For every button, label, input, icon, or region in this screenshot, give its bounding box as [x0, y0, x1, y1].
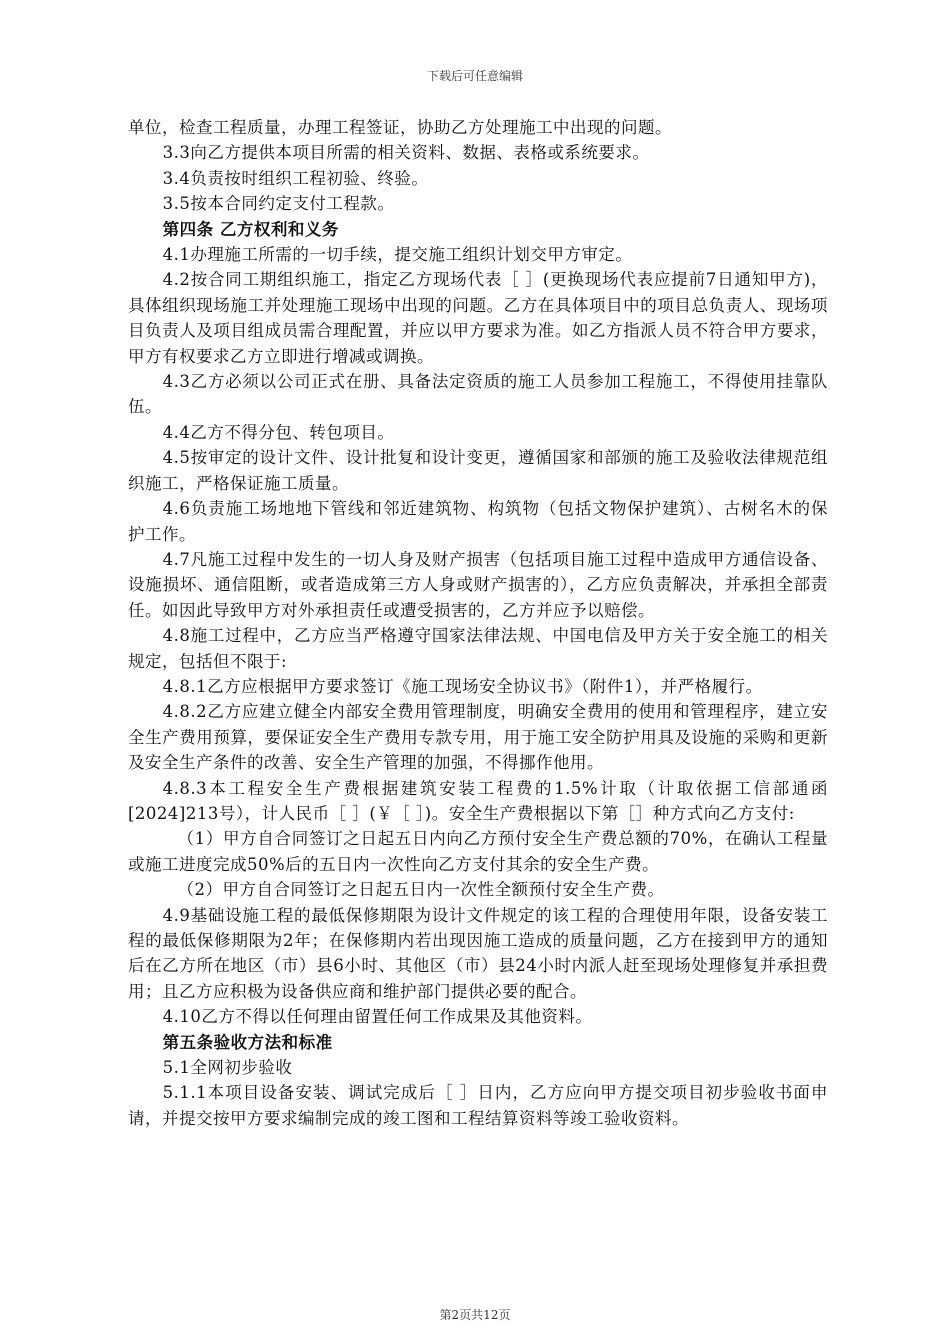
page-footer: 第2页共12页	[439, 1308, 511, 1322]
paragraph: 4.4乙方不得分包、转包项目。	[162, 422, 395, 442]
paragraph: 单位，检查工程质量，办理工程签证，协助乙方处理施工中出现的问题。	[128, 118, 672, 137]
paragraph: 5.1.1本项目设备安装、调试完成后［ ］日内，乙方应向甲方提交项目初步验收书面申请，并提交按甲方要求编制完成的竣工图和工程结算资料等竣工验收资料。	[128, 1083, 828, 1128]
paragraph: 3.4负责按时组织工程初验、终验。	[162, 168, 429, 188]
paragraph: 4.3乙方必须以公司正式在册、具备法定资质的施工人员参加工程施工，不得使用挂靠队伍。	[128, 372, 828, 417]
paragraph: 4.8.3本工程安全生产费根据建筑安装工程费的1.5%计取（计取依据工信部通函[2024]213号），计人民币［ ］(￥［ ］)。安全生产费根据以下第［］种方式向乙方支付:	[128, 778, 828, 823]
section-heading: 第五条验收方法和标准	[162, 1032, 333, 1052]
paragraph: （1）甲方自合同签订之日起五日内向乙方预付安全生产费总额的70%，在确认工程量或施工进度完成50%后的五日内一次性向乙方支付其余的安全生产费。	[128, 829, 828, 874]
paragraph: 3.5按本合同约定支付工程款。	[162, 194, 395, 214]
paragraph: 4.8施工过程中，乙方应当严格遵守国家法律法规、中国电信及甲方关于安全施工的相关规定，包括但不限于:	[128, 626, 828, 671]
document-body	[128, 115, 828, 1131]
paragraph: （2）甲方自合同签订之日起五日内一次性全额预付安全生产费。	[177, 880, 665, 900]
paragraph: 4.8.1乙方应根据甲方要求签订《施工现场安全协议书》（附件1），并严格履行。	[162, 676, 763, 696]
section-heading: 第四条 乙方权利和义务	[162, 219, 339, 239]
page-header: 下载后可任意编辑	[426, 69, 523, 83]
paragraph: 4.6负责施工场地地下管线和邻近建筑物、构筑物（包括文物保护建筑）、古树名木的保护工作。	[128, 499, 828, 544]
paragraph: 3.3向乙方提供本项目所需的相关资料、数据、表格或系统要求。	[162, 143, 650, 163]
paragraph: 4.2按合同工期组织施工，指定乙方现场代表［ ］(更换现场代表应提前7日通知甲方)，具体组织现场施工并处理施工现场中出现的问题。乙方在具体项目中的项目总负责人、现场项目负责人及项目组成员需合理配置，并应以甲方要求为准。如乙方指派人员不符合甲方要求，甲方有权要求乙方立即进行增减或调换。	[128, 270, 828, 366]
paragraph: 5.1全网初步验收	[162, 1058, 293, 1078]
paragraph: 4.7凡施工过程中发生的一切人身及财产损害（包括项目施工过程中造成甲方通信设备、设施损坏、通信阻断，或者造成第三方人身或财产损害的），乙方应负责解决，并承担全部责任。如因此导致甲方对外承担责任或遭受损害的，乙方并应予以赔偿。	[128, 549, 828, 620]
paragraph: 4.9基础设施工程的最低保修期限为设计文件规定的该工程的合理使用年限，设备安装工程的最低保修期限为2年；在保修期内若出现因施工造成的质量问题，乙方在接到甲方的通知后在乙方所在地区（市）县6小时、其他区（市）县24小时内派人赶至现场处理修复并承担费用；且乙方应积极为设备供应商和维护部门提供必要的配合。	[128, 905, 828, 1001]
paragraph: 4.1办理施工所需的一切手续，提交施工组织计划交甲方审定。	[162, 245, 633, 265]
paragraph: 4.5按审定的设计文件、设计批复和设计变更，遵循国家和部颁的施工及验收法律规范组织施工，严格保证施工质量。	[128, 448, 828, 493]
paragraph: 4.8.2乙方应建立健全内部安全费用管理制度，明确安全费用的使用和管理程序，建立安全生产费用预算，要保证安全生产费用专款专用，用于施工安全防护用具及设施的采购和更新及安全生产条件的改善、安全生产管理的加强，不得挪作他用。	[128, 702, 828, 773]
paragraph: 4.10乙方不得以任何理由留置任何工作成果及其他资料。	[162, 1007, 593, 1027]
